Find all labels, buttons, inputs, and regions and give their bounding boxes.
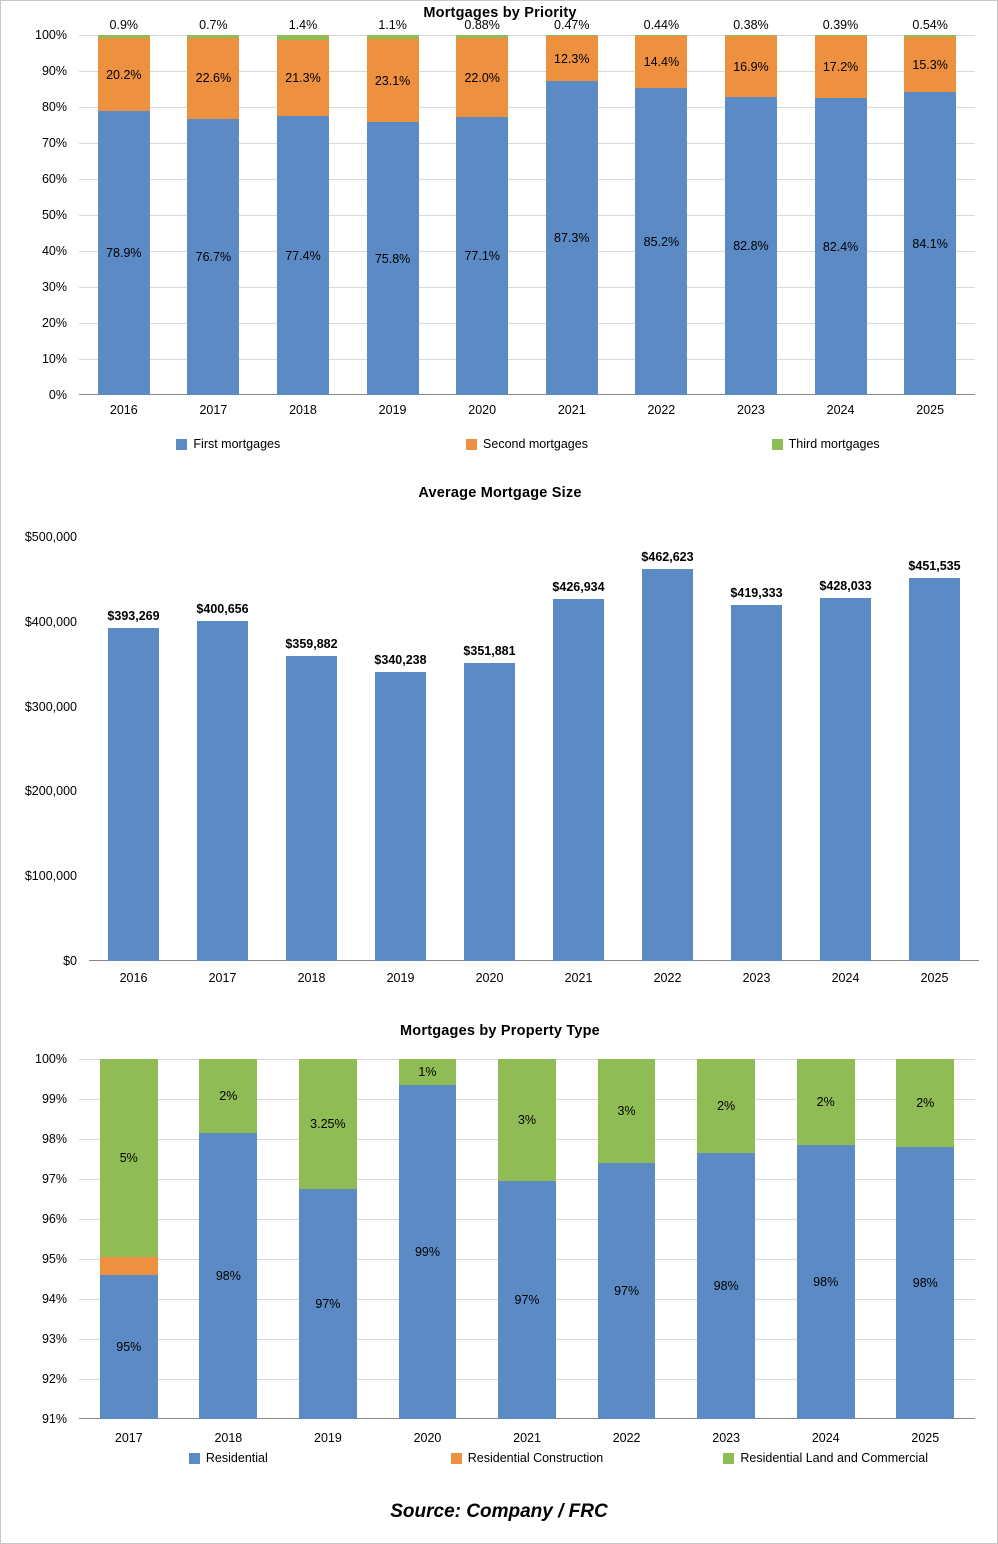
bar-group (79, 1059, 975, 1419)
bar-segment[interactable] (546, 81, 598, 395)
bar-segment[interactable] (399, 1059, 457, 1085)
chart-average-mortgage-size (1, 485, 998, 1005)
stacked-bar[interactable] (98, 18, 150, 395)
chart-1-plot-area (79, 17, 975, 395)
bar-segment[interactable] (498, 1059, 556, 1181)
y-tick-label: 96% (41, 1212, 67, 1226)
bar-segment-label: 77.1% (464, 249, 500, 264)
bar-segment-label: 15.3% (912, 57, 948, 72)
x-tick-label: 2019 (386, 971, 415, 985)
stacked-bar[interactable] (635, 17, 687, 395)
legend-item[interactable] (79, 1451, 378, 1465)
bar-segment[interactable] (100, 1059, 158, 1257)
bar[interactable] (641, 549, 694, 961)
bar-segment[interactable] (598, 1059, 656, 1163)
bar-segment[interactable] (635, 88, 687, 395)
bar-slot[interactable] (776, 1059, 876, 1419)
bar-slot[interactable] (623, 537, 712, 961)
bar-segment[interactable] (100, 1257, 158, 1275)
bar-segment-label: 0.44% (643, 17, 680, 32)
x-tick-label: 2025 (920, 971, 949, 985)
x-tick-label: 2022 (647, 403, 676, 417)
y-tick-label: 30% (41, 280, 67, 294)
y-tick-label: 92% (41, 1372, 67, 1386)
x-tick-label: 2018 (214, 1431, 243, 1445)
x-tick-label: 2020 (468, 403, 497, 417)
chart-2-x-axis (89, 971, 979, 985)
bar-segment-label: 2% (717, 1099, 736, 1114)
bar-group (79, 17, 975, 395)
chart-2-plot (1, 507, 998, 987)
bar-slot[interactable] (89, 537, 178, 961)
bar[interactable] (463, 643, 516, 961)
legend-item[interactable] (79, 437, 378, 451)
bar-segment[interactable] (896, 1147, 954, 1419)
bar-segment-label: 98% (713, 1279, 739, 1293)
y-tick-label: $100,000 (24, 869, 77, 884)
x-tick-label: 2019 (314, 1431, 342, 1445)
chart-1-y-axis (1, 27, 73, 417)
bar-segment-label: 2% (219, 1089, 238, 1103)
bar-value-label: $359,882 (285, 636, 338, 651)
chart-3-y-axis (1, 1045, 73, 1445)
y-tick-label: $200,000 (24, 784, 77, 799)
bar-segment-label: 95% (116, 1340, 142, 1354)
bar-value-label: $400,656 (196, 602, 249, 617)
y-tick-label: $0 (63, 954, 77, 968)
y-tick-label: 93% (41, 1332, 67, 1346)
bar-segment[interactable] (904, 37, 956, 92)
bar-slot[interactable] (676, 1059, 776, 1419)
chart-2-title: Average Mortgage Size (418, 485, 582, 501)
bar-segment[interactable] (187, 18, 239, 38)
bar-slot[interactable] (79, 1059, 179, 1419)
stacked-bar[interactable] (399, 1059, 457, 1419)
bar-slot[interactable] (178, 537, 267, 961)
stacked-bar[interactable] (598, 1059, 656, 1419)
y-tick-label: 40% (41, 244, 67, 258)
x-tick-label: 2018 (289, 403, 317, 417)
bar-slot[interactable] (801, 537, 890, 961)
x-tick-label: 2019 (378, 403, 407, 417)
x-tick-label: 2021 (513, 1431, 541, 1445)
bar-segment-label: 0.88% (464, 18, 500, 33)
y-tick-label: 50% (41, 208, 67, 222)
bar-segment-label: 12.3% (554, 51, 590, 66)
bar-segment-label: 3.25% (310, 1117, 346, 1131)
bar-segment[interactable] (725, 97, 777, 395)
bar-segment[interactable] (456, 117, 508, 395)
chart-2-plot-area (89, 537, 979, 961)
x-tick-label: 2018 (297, 971, 326, 985)
bar-segment-label: 0.38% (733, 17, 769, 32)
x-tick-label: 2025 (916, 403, 945, 417)
bar-segment-label: 99% (414, 1245, 440, 1259)
legend-swatch (466, 439, 477, 450)
bar-value-label: $451,535 (908, 559, 961, 574)
bar-segment-label: 22.0% (464, 70, 500, 85)
bar-segment-label: 76.7% (195, 249, 232, 264)
x-tick-label: 2020 (413, 1431, 442, 1445)
bar-segment-label: 97% (514, 1293, 540, 1307)
bar-segment[interactable] (187, 38, 239, 119)
y-tick-label: 99% (41, 1092, 67, 1106)
legend-swatch (189, 1453, 200, 1464)
y-tick-label: 70% (41, 136, 67, 150)
bar-value-label: $428,033 (819, 579, 872, 594)
bar-segment[interactable] (635, 17, 687, 37)
bar-segment-label: 78.9% (106, 245, 142, 260)
bar-slot[interactable] (706, 17, 796, 395)
bar-slot[interactable] (378, 1059, 478, 1419)
bar-segment[interactable] (896, 1059, 954, 1147)
bar-slot[interactable] (179, 1059, 279, 1419)
x-tick-label: 2017 (114, 1431, 143, 1445)
bar-segment[interactable] (797, 1059, 855, 1145)
bar-segment-label: 0.39% (822, 18, 859, 33)
legend-label: Residential (205, 1451, 268, 1465)
bar-value-label: $393,269 (107, 608, 160, 623)
legend-item[interactable] (676, 437, 975, 451)
bar-segment-label: 82.8% (733, 238, 769, 253)
bar-segment[interactable] (498, 1181, 556, 1419)
legend-swatch (723, 1453, 734, 1464)
x-tick-label: 2021 (564, 971, 593, 985)
bar-segment-label: 17.2% (822, 60, 859, 75)
bar-value-label: $340,238 (374, 653, 427, 668)
legend-label: First mortgages (193, 437, 281, 451)
bar-slot[interactable] (876, 1059, 976, 1419)
bar-segment[interactable] (904, 92, 956, 395)
x-tick-label: 2022 (612, 1431, 641, 1445)
bar-value-label: $351,881 (463, 643, 516, 658)
legend-swatch (772, 439, 783, 450)
bar-segment[interactable] (598, 1163, 656, 1419)
bar-segment[interactable] (277, 40, 329, 117)
chart-3-plot (1, 1045, 998, 1445)
bar-segment-label: 20.2% (106, 67, 142, 82)
chart-1-plot (1, 17, 998, 417)
bar[interactable] (730, 586, 783, 961)
bar-segment-label: 77.4% (285, 248, 321, 263)
bar-segment[interactable] (299, 1189, 357, 1419)
bar-segment[interactable] (367, 39, 419, 122)
bar-segment[interactable] (546, 17, 598, 37)
bar-segment-label: 84.1% (912, 236, 948, 251)
stacked-bar[interactable] (456, 18, 508, 395)
x-tick-label: 2023 (742, 971, 771, 985)
bar-segment[interactable] (299, 1059, 357, 1189)
bar-slot[interactable] (712, 537, 801, 961)
x-tick-label: 2024 (826, 403, 855, 417)
bar-segment[interactable] (815, 98, 867, 395)
bar-segment[interactable] (456, 18, 508, 38)
y-tick-label: 94% (41, 1292, 67, 1306)
bar-segment[interactable] (797, 1145, 855, 1419)
bar-segment[interactable] (546, 36, 598, 80)
y-tick-label: $500,000 (24, 530, 77, 544)
x-tick-label: 2022 (653, 971, 682, 985)
stacked-bar[interactable] (299, 1059, 357, 1419)
source-note: Source: Company / FRC (390, 1501, 608, 1522)
legend-label: Residential Construction (467, 1451, 604, 1465)
bar-segment[interactable] (367, 122, 419, 395)
y-tick-label: 91% (41, 1412, 67, 1426)
y-tick-label: 0% (48, 388, 67, 402)
bar-segment-label: 98% (912, 1276, 938, 1290)
bar-segment-label: 0.54% (912, 18, 948, 33)
stacked-bar[interactable] (697, 1059, 755, 1419)
legend-label: Residential Land and Commercial (740, 1451, 928, 1465)
bar-segment-label: 98% (215, 1269, 241, 1283)
y-tick-label: 98% (41, 1132, 67, 1146)
bar[interactable] (552, 579, 605, 961)
bar-segment[interactable] (98, 18, 150, 38)
x-tick-label: 2024 (811, 1431, 840, 1445)
bar-segment-label: 82.4% (822, 239, 859, 254)
bar-segment-label: 97% (614, 1284, 640, 1298)
bar-slot[interactable] (356, 537, 445, 961)
stacked-bar[interactable] (896, 1059, 954, 1419)
bar-segment[interactable] (199, 1133, 257, 1419)
bar-segment-label: 98% (813, 1275, 839, 1289)
bar-slot[interactable] (445, 537, 534, 961)
bar-slot[interactable] (348, 18, 438, 395)
bar-segment[interactable] (697, 1059, 755, 1153)
bar-slot[interactable] (169, 18, 259, 395)
x-tick-label: 2024 (831, 971, 860, 985)
bar-segment[interactable] (904, 18, 956, 37)
bar[interactable] (285, 636, 338, 961)
x-tick-label: 2023 (737, 403, 765, 417)
bar-value-label: $419,333 (730, 586, 783, 601)
x-tick-label: 2017 (199, 403, 228, 417)
bar-segment[interactable] (98, 38, 150, 111)
stacked-bar[interactable] (498, 1059, 556, 1419)
legend-label: Second mortgages (483, 437, 588, 451)
bar-slot[interactable] (79, 18, 169, 395)
x-tick-label: 2021 (557, 403, 586, 417)
stacked-bar[interactable] (277, 17, 329, 395)
chart-3-title: Mortgages by Property Type (400, 1023, 600, 1039)
legend-item[interactable] (676, 1451, 975, 1465)
stacked-bar[interactable] (815, 18, 867, 395)
y-tick-label: 90% (41, 64, 67, 78)
bar-group (89, 537, 979, 961)
x-tick-label: 2016 (109, 403, 138, 417)
stacked-bar[interactable] (725, 17, 777, 395)
stacked-bar[interactable] (904, 18, 956, 395)
stacked-bar[interactable] (199, 1059, 257, 1419)
chart-3-x-axis (79, 1431, 975, 1445)
bar-segment-label: 1.1% (378, 18, 407, 33)
bar[interactable] (196, 602, 249, 961)
bar[interactable] (819, 579, 872, 961)
bar-segment-label: 0.9% (109, 18, 139, 33)
stacked-bar[interactable] (100, 1059, 158, 1419)
y-tick-label: 100% (35, 1052, 67, 1066)
bar-slot[interactable] (527, 17, 617, 395)
chart-2-y-axis (1, 507, 83, 987)
bar-slot[interactable] (890, 537, 979, 961)
bar-segment-label: 0.47% (554, 17, 590, 32)
stacked-bar[interactable] (546, 17, 598, 395)
bar-segment-label: 22.6% (195, 71, 232, 86)
chart-3-plot-area (79, 1059, 975, 1419)
y-tick-label: 95% (41, 1252, 67, 1266)
bar-segment-label: 23.1% (374, 73, 411, 88)
bar-segment-label: 5% (119, 1151, 138, 1165)
bar-segment[interactable] (367, 18, 419, 39)
bar-segment[interactable] (725, 36, 777, 97)
chart-1-x-axis (79, 403, 975, 417)
bar-slot[interactable] (617, 17, 707, 395)
bar-slot[interactable] (885, 18, 975, 395)
bar-segment[interactable] (399, 1085, 457, 1419)
y-tick-label: 97% (41, 1172, 67, 1186)
bar-segment-label: 0.7% (199, 18, 228, 33)
bar-segment-label: 21.3% (285, 71, 321, 86)
bar-segment-label: 3% (617, 1104, 636, 1118)
bar-segment[interactable] (815, 36, 867, 98)
bar-segment[interactable] (635, 36, 687, 88)
bar[interactable] (908, 559, 961, 961)
bar-slot[interactable] (577, 1059, 677, 1419)
y-tick-label: 100% (35, 28, 67, 42)
y-tick-label: 60% (41, 172, 67, 186)
bar[interactable] (107, 608, 160, 961)
bar-slot[interactable] (534, 537, 623, 961)
bar-segment[interactable] (98, 111, 150, 395)
chart-1-legend (79, 437, 975, 451)
bar-segment-label: 16.9% (733, 59, 769, 74)
x-tick-label: 2017 (208, 971, 237, 985)
x-tick-label: 2023 (712, 1431, 741, 1445)
bar-segment-label: 2% (816, 1095, 835, 1109)
bar-slot[interactable] (258, 17, 348, 395)
x-tick-label: 2020 (475, 971, 504, 985)
bar-slot[interactable] (278, 1059, 378, 1419)
legend-label: Third mortgages (788, 437, 880, 451)
bar[interactable] (374, 653, 427, 961)
bar-segment[interactable] (277, 116, 329, 395)
bar-value-label: $462,623 (641, 549, 694, 564)
bar-slot[interactable] (437, 18, 527, 395)
bar-segment-label: 75.8% (374, 251, 411, 266)
bar-slot[interactable] (477, 1059, 577, 1419)
y-tick-label: $300,000 (24, 699, 77, 714)
bar-slot[interactable] (267, 537, 356, 961)
y-tick-label: 80% (41, 100, 67, 114)
bar-segment[interactable] (199, 1059, 257, 1133)
bar-segment-label: 1.4% (288, 17, 318, 32)
bar-segment-label: 3% (517, 1113, 537, 1127)
bar-segment[interactable] (277, 17, 329, 40)
bar-value-label: $426,934 (552, 579, 605, 594)
chart-3-legend (79, 1451, 975, 1465)
legend-swatch (451, 1453, 462, 1464)
bar-segment-label: 85.2% (643, 234, 680, 249)
bar-segment-label: 14.4% (643, 55, 680, 70)
stacked-bar[interactable] (367, 18, 419, 395)
legend-swatch (176, 439, 187, 450)
bar-segment[interactable] (100, 1275, 158, 1419)
bar-segment[interactable] (815, 18, 867, 36)
stacked-bar[interactable] (797, 1059, 855, 1419)
bar-segment[interactable] (456, 38, 508, 117)
chart-1-title: Mortgages by Priority (423, 5, 577, 21)
y-tick-label: $400,000 (24, 614, 77, 629)
x-tick-label: 2016 (119, 971, 148, 985)
bar-segment[interactable] (725, 17, 777, 36)
x-tick-label: 2025 (911, 1431, 940, 1445)
legend-item[interactable] (378, 437, 677, 451)
chart-mortgages-by-property-type (1, 1023, 998, 1493)
legend-item[interactable] (378, 1451, 677, 1465)
bar-segment-label: 2% (916, 1096, 935, 1110)
y-tick-label: 10% (41, 352, 67, 366)
bar-segment-label: 87.3% (554, 230, 590, 245)
bar-segment-label: 97% (315, 1297, 341, 1311)
bar-slot[interactable] (796, 18, 886, 395)
bar-segment-label: 1% (418, 1065, 437, 1079)
y-tick-label: 20% (41, 316, 67, 330)
bar-segment[interactable] (187, 119, 239, 395)
stacked-bar[interactable] (187, 18, 239, 395)
bar-segment[interactable] (697, 1153, 755, 1419)
chart-mortgages-by-priority (1, 5, 998, 475)
